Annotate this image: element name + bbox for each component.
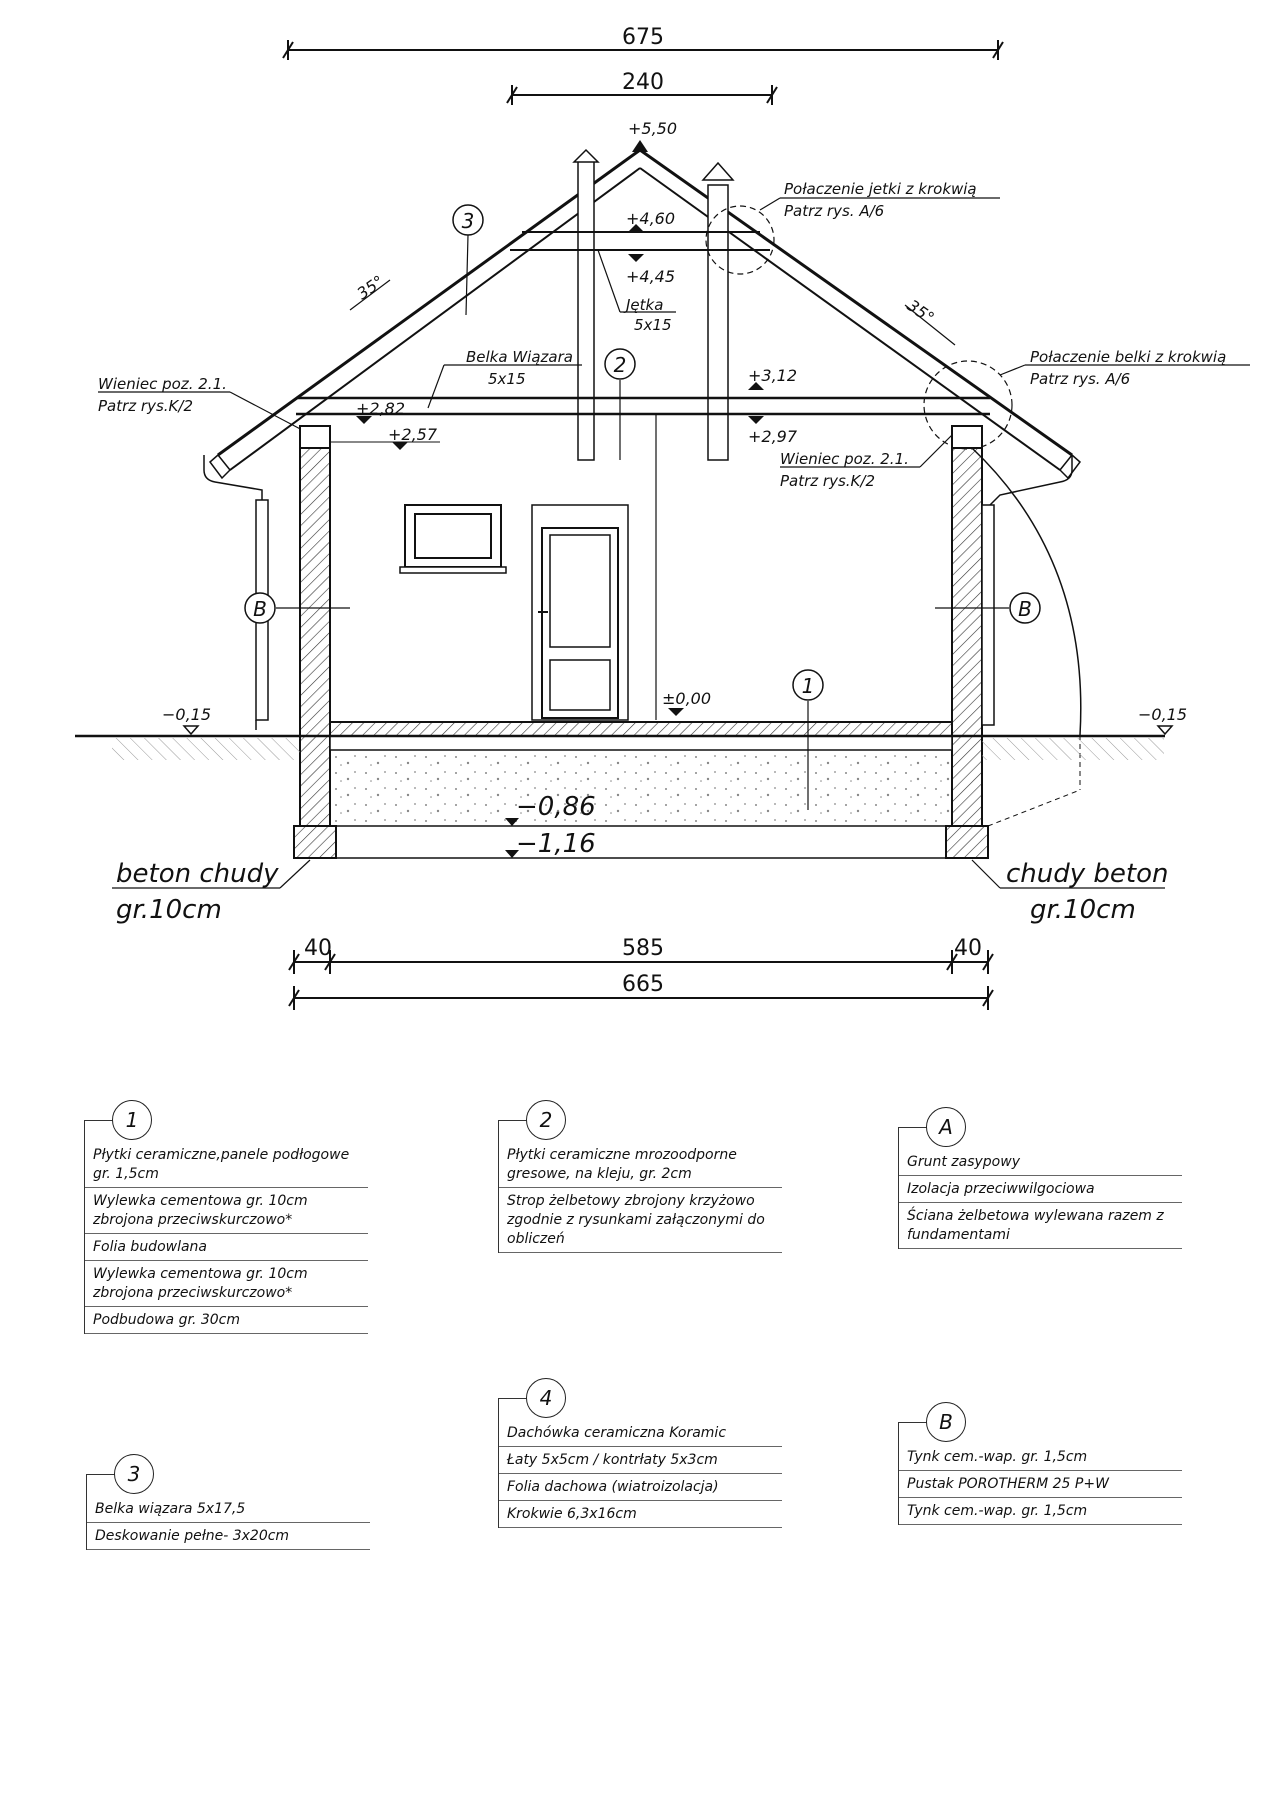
ring-beam-left-label-2: Patrz rys.K/2 (98, 397, 193, 415)
legend-1-row: Płytki ceramiczne,panele podłogowe gr. 1,5cm (85, 1142, 368, 1188)
collar-bottom-marker (628, 254, 644, 262)
legend-4-row: Krokwie 6,3x16cm (499, 1501, 782, 1528)
tie-beam-label-2: 5x15 (488, 370, 526, 388)
level-ground-right: −0,15 (1138, 705, 1188, 724)
legend-B-row: Tynk cem.-wap. gr. 1,5cm (899, 1498, 1182, 1525)
legend-B-id: B (926, 1402, 966, 1442)
level-beam-bottom-left: +2,57 (388, 425, 438, 444)
lean-concrete-left-leader (280, 860, 310, 888)
ring-beam-left-label-1: Wieniec poz. 2.1. (98, 375, 227, 393)
level-floor: ±0,00 (662, 689, 712, 708)
lean-concrete-left-label-1: beton chudy (116, 859, 279, 889)
angle-left-label: 35° (353, 271, 388, 304)
legend-4 (498, 1376, 782, 1528)
tie-beam-leader (428, 365, 444, 408)
dimension-overall-bottom-label: 665 (622, 972, 664, 997)
legend-3 (86, 1452, 370, 1550)
legend-1 (84, 1098, 368, 1334)
level-ground-left: −0,15 (162, 705, 212, 724)
legend-2 (498, 1098, 782, 1253)
ring-beam-right-label-1: Wieniec poz. 2.1. (780, 450, 909, 468)
lean-concrete-right-label-1: chudy beton (1006, 859, 1169, 889)
legend-1-row: Podbudowa gr. 30cm (85, 1307, 368, 1334)
level-ridge: +5,50 (628, 119, 678, 138)
legend-4-row: Folia dachowa (wiatroizolacja) (499, 1474, 782, 1501)
legend-2-id: 2 (526, 1100, 566, 1140)
ground-left-marker (184, 726, 198, 734)
ridge-marker (632, 140, 648, 152)
level-beam-bottom-right: +2,97 (748, 427, 798, 446)
beam-bottom-right-marker (748, 416, 764, 424)
marker-roof: 3 (461, 209, 475, 233)
legend-A-row: Izolacja przeciwwilgociowa (899, 1176, 1182, 1203)
level-foundation-bottom: −1,16 (516, 829, 596, 859)
floor-subbase (330, 750, 952, 826)
floor-finish (330, 722, 952, 736)
lean-concrete-right-leader (972, 860, 1000, 888)
legend-3-id: 3 (114, 1454, 154, 1494)
lean-concrete-left-label-2: gr.10cm (116, 895, 222, 925)
legend-4-id: 4 (526, 1378, 566, 1418)
level-foundation-top: −0,86 (516, 792, 596, 822)
legend-2-row: Strop żelbetowy zbrojony krzyżowo zgodnie z rysunkami załączonymi do obliczeń (499, 1188, 782, 1253)
marker-floor: 1 (801, 674, 815, 698)
legend-B-row: Tynk cem.-wap. gr. 1,5cm (899, 1444, 1182, 1471)
dimension-wall-left-label: 40 (304, 936, 332, 961)
legend-3-row: Deskowanie pełne- 3x20cm (87, 1523, 370, 1550)
angle-right-label: 35° (903, 295, 938, 328)
legend-A-id: A (926, 1107, 966, 1147)
marker-wall-left: B (253, 597, 267, 621)
downpipe-right (982, 455, 1072, 725)
collar-label-2: 5x15 (634, 316, 672, 334)
level-beam-top-right: +3,12 (748, 366, 798, 385)
marker-ceiling: 2 (613, 353, 627, 377)
collar-joint-label-1: Połaczenie jetki z krokwią (784, 180, 977, 198)
window (400, 505, 506, 573)
dimension-interior-label: 585 (622, 936, 664, 961)
legend-A (898, 1105, 1182, 1249)
ground-hatch-right (982, 738, 1164, 760)
collar-joint-label-2: Patrz rys. A/6 (784, 202, 885, 220)
beam-joint-label-2: Patrz rys. A/6 (1030, 370, 1131, 388)
excavation-line (988, 790, 1080, 826)
level-collar-top: +4,60 (626, 209, 676, 228)
legend-1-row: Wylewka cementowa gr. 10cm zbrojona przeciwskurczowo* (85, 1188, 368, 1234)
legend-4-row: Dachówka ceramiczna Koramic (499, 1420, 782, 1447)
level-collar-bottom: +4,45 (626, 267, 676, 286)
legend-1-row: Wylewka cementowa gr. 10cm zbrojona przeciwskurczowo* (85, 1261, 368, 1307)
legend-A-row: Grunt zasypowy (899, 1149, 1182, 1176)
tie-beam-label-1: Belka Wiązara (466, 348, 573, 366)
ring-beam-right-label-2: Patrz rys.K/2 (780, 472, 875, 490)
wall-right (952, 426, 982, 826)
legend-1-id: 1 (112, 1100, 152, 1140)
collar-joint-leader (760, 198, 780, 210)
legend-1-row: Folia budowlana (85, 1234, 368, 1261)
legend-4-row: Łaty 5x5cm / kontrłaty 5x3cm (499, 1447, 782, 1474)
legend-B (898, 1400, 1182, 1525)
legend-A-row: Ściana żelbetowa wylewana razem z fundamentami (899, 1203, 1182, 1249)
ground-hatch-left (112, 738, 300, 760)
roof (210, 150, 1080, 478)
collar-label-1: Jętka (626, 296, 664, 314)
dimension-overall-top-label: 675 (622, 25, 664, 50)
legend-3-row: Belka wiązara 5x17,5 (87, 1496, 370, 1523)
dimension-ridge-top-label: 240 (622, 70, 664, 95)
level-beam-top-left: +2,82 (356, 399, 406, 418)
wall-left (300, 426, 330, 826)
footing-left (294, 826, 336, 858)
footing-right (946, 826, 988, 858)
beam-joint-label-1: Połaczenie belki z krokwią (1030, 348, 1227, 366)
legend-B-row: Pustak POROTHERM 25 P+W (899, 1471, 1182, 1498)
dimension-wall-right-label: 40 (954, 936, 982, 961)
lean-concrete-right-label-2: gr.10cm (1030, 895, 1136, 925)
beam-joint-leader (1000, 365, 1025, 375)
vent-pipe-right (703, 163, 733, 460)
floor-marker (668, 708, 684, 716)
door (532, 505, 628, 720)
floor-screed (330, 736, 952, 750)
legend-2-row: Płytki ceramiczne mrozoodporne gresowe, na kleju, gr. 2cm (499, 1142, 782, 1188)
ground-right-marker (1158, 726, 1172, 734)
marker-wall-right: B (1018, 597, 1032, 621)
